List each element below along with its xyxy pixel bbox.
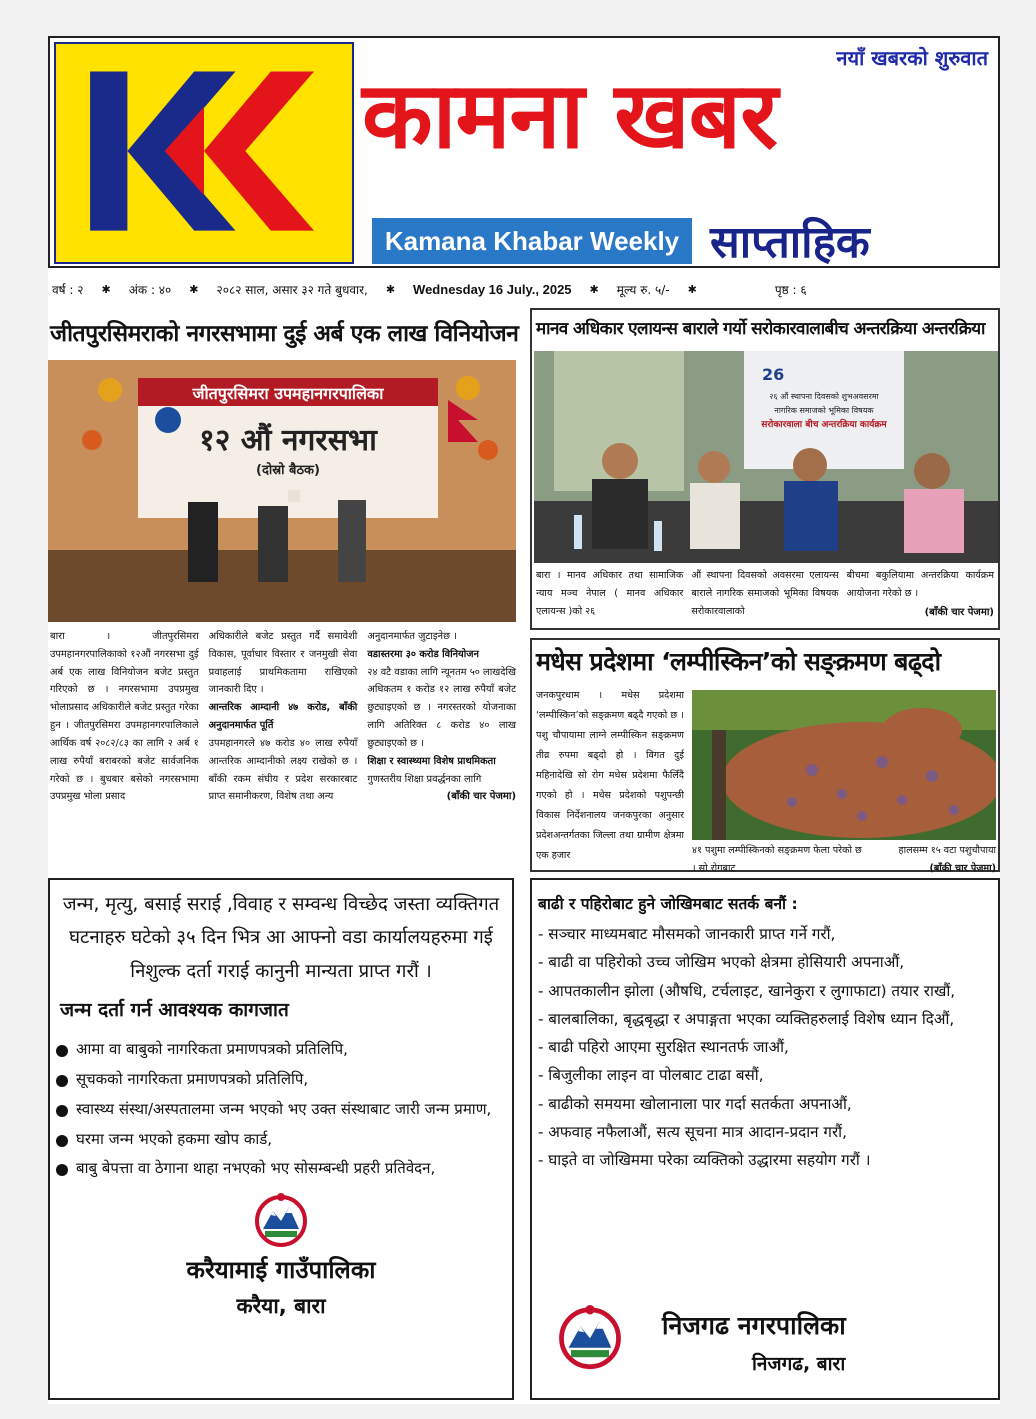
star-separator-icon: ✱ — [101, 282, 111, 296]
documents-heading: जन्म दर्ता गर्न आवश्यक कागजात — [60, 998, 289, 1021]
human-rights-story — [530, 308, 1000, 630]
story-subheading: वडास्तरमा ३० करोड विनियोजन — [367, 648, 479, 660]
story-text-end — [876, 842, 996, 878]
photo-banner-main: १२ औं नगरसभा — [199, 423, 377, 458]
story-text: बीचमा बकुलियामा अन्तरक्रिया कार्यक्रम आयोजना गरेको छ । — [846, 570, 994, 600]
story-column-2 — [209, 628, 358, 807]
masthead — [48, 36, 1000, 268]
story-column-1 — [50, 628, 199, 807]
story-headline: मानव अधिकार एलायन्स बाराले गर्यो सरोकारवालाबीच अन्तरक्रिया अन्तरक्रिया — [536, 319, 985, 339]
kk-logo-graphic — [56, 44, 352, 262]
documents-list — [50, 1022, 512, 1183]
story-text: अनुदानमार्फत जुटाइनेछ । — [367, 631, 457, 642]
list-item: - आपतकालीन झोला (औषधि, टर्चलाइट, खानेकुरा र लुगाफाटा) तयार राखौं, — [538, 981, 956, 1000]
story-column-2: औं स्थापना दिवसको अवसरमा एलायन्स बाराले नागरिक समाजको भूमिका विषयक सरोकारवालाको — [691, 570, 839, 618]
star-separator-icon: ✱ — [589, 282, 599, 296]
star-separator-icon: ✱ — [687, 282, 697, 296]
anniversary-badge: 26 — [762, 365, 785, 384]
photo-banner-sub: (दोस्रो बैठक) — [256, 463, 320, 478]
story-column-3 — [367, 628, 516, 807]
story-text: जनकपुरधाम । मधेस प्रदेशमा ‘लम्पीस्किन’को सङ्क्रमण बढ्दै गएको छ । पशु चौपायामा लाग्ने लम्पीस्किन सङ्क्रमण तीव्र रुपमा बढ्दो हो । विगत दुई महिनादेखि सो रोग मधेस प्रदेशमा फैलिँदै गएको हो । मधेस प्रदेशको पशुपन्छी विकास निर्देशनालय जनकपुरका अनुसार प्रदेशअन्तर्गतका जिल्ला तथा ग्रामीण क्षेत्रमा एक हजार — [536, 690, 684, 861]
photo-banner-top: जीतपुरसिमरा उपमहानगरपालिका — [192, 384, 384, 403]
story-column-3 — [847, 567, 994, 622]
story-headline: जीतपुरसिमराको नगरसभामा दुई अर्ब एक लाख विनियोजन — [50, 321, 519, 347]
photo-banner-line2: नागरिक समाजको भूमिका विषयक — [774, 406, 874, 415]
continued-note: (बाँकी चार पेजमा) — [929, 863, 996, 875]
photo-banner-line3: सरोकारवाला बीच अन्तरक्रिया कार्यक्रम — [761, 420, 887, 430]
list-item: - घाइते वा जोखिममा परेका व्यक्तिको उद्धारमा सहयोग गरौं । — [538, 1151, 871, 1170]
newspaper-page — [48, 36, 1000, 1404]
english-date: Wednesday 16 July., 2025 — [413, 281, 572, 297]
weekly-label: साप्ताहिक — [710, 217, 870, 268]
newspaper-title: कामना खबर — [362, 62, 777, 169]
registration-notice: जन्म, मृत्यु, बसाई सराई ,विवाह र सम्वन्ध विच्छेद जस्ता व्यक्तिगत घटनाहरु घटेको ३५ दिन भित्र आ आफ्नो वडा कार्यालयहरुमा गई निशुल्क दर्ता गराई कानुनी मान्यता प्राप्त गरौं । — [62, 894, 500, 982]
nepal-government-emblem-icon — [249, 1191, 313, 1249]
list-item: घरमा जन्म भएको हकमा खोप कार्ड, — [50, 1126, 512, 1154]
organization-name: निजगढ नगरपालिका — [662, 1311, 846, 1340]
safety-heading: बाढी र पहिरोबाट हुने जोखिमबाट सतर्क बनौं : — [538, 895, 798, 913]
jitpursimara-story — [48, 308, 518, 874]
assembly-photo — [48, 360, 516, 622]
list-item: आमा वा बाबुको नागरिकता प्रमाणपत्रको प्रतिलिपि, — [50, 1036, 512, 1064]
list-item: - बालबालिका, बृद्धबृद्धा र अपाङ्गता भएका व्यक्तिहरुलाई विशेष ध्यान दिऔं, — [538, 1009, 955, 1028]
list-item: सूचकको नागरिकता प्रमाणपत्रको प्रतिलिपि, — [50, 1066, 512, 1094]
list-item: - बिजुलीका लाइन वा पोलबाट टाढा बसौं, — [538, 1066, 764, 1085]
photo-caption-row — [692, 842, 996, 878]
list-item: - सञ्चार माध्यमबाट मौसमको जानकारी प्राप्त गर्ने गरौं, — [538, 925, 836, 943]
list-item: बाबु बेपत्ता वा ठेगाना थाहा नभएको भए सोसम्बन्धी प्रहरी प्रतिवेदन, — [50, 1155, 512, 1183]
karaiyamai-notice — [48, 878, 514, 1400]
cattle-photo — [692, 690, 996, 840]
list-item: - बाढी वा पहिरोको उच्च जोखिम भएको क्षेत्रमा होसियारी अपनाऔं, — [538, 953, 905, 972]
continued-note: (बाँकी चार पेजमा) — [446, 791, 517, 803]
right-news-column — [530, 308, 1000, 874]
list-item: - बाढीको समयमा खोलानाला पार गर्दा सतर्कता अपनाऔं, — [538, 1094, 852, 1113]
story-text: हालसम्म १५ वटा पशुचौपाया — [898, 845, 996, 856]
organization-location: निजगढ, बारा — [752, 1353, 846, 1375]
photo-banner-line1: २६ औं स्थापना दिवसको शुभअवसरमा — [769, 392, 879, 401]
nijgadh-notice — [530, 878, 1000, 1400]
interaction-photo — [534, 351, 998, 563]
cattle-photo-graphic — [692, 690, 996, 840]
issue-number: अंक : ४० — [128, 282, 172, 297]
list-item: - अफवाह नफैलाऔं, सत्य सूचना मात्र आदान-प्रदान गरौं, — [538, 1122, 847, 1141]
story-text: उपमहानगरले ४७ करोड ४० लाख रुपैयाँ आन्तरिक आम्दानीको लक्ष्य राखेको छ । बाँकी रकम संघीय र प्रदेश सरकारबाट प्राप्त समानीकरण, विशेष तथा अन्य — [208, 737, 358, 803]
safety-list — [532, 914, 998, 1174]
story-text: ४१ पशुमा लम्पीस्किनको सङ्क्रमण फेला परेको छ । सो रोगबाट — [692, 845, 862, 875]
continued-note: (बाँकी चार पेजमा) — [924, 607, 994, 619]
story-text: अधिकारीले बजेट प्रस्तुत गर्दै समावेशी विकास, पूर्वाधार विस्तार र जनमुखी सेवा प्रवाहलाई प्राथमिकतामा राखिएको जानकारी दिए । — [208, 631, 358, 696]
nijgadh-footer — [532, 1298, 998, 1388]
star-separator-icon: ✱ — [385, 282, 396, 296]
story-text: २४ वटै वडाका लागि न्यूनतम ५० लाखदेखि अधिकतम १ करोड १२ लाख रुपैयाँ बजेट छुट्याइएको छ । नगरस्तरको योजनाका लागि अतिरिक्त ८ करोड ४० लाख छुट्याइएको छ । — [367, 666, 517, 749]
story-column-1: बारा । मानव अधिकार तथा सामाजिक न्याय मञ्च नेपाल ( मानव अधिकार एलायन्स )को २६ — [536, 570, 684, 618]
page-number: पृष्ठ : ६ — [774, 282, 807, 297]
nepali-date: २०८२ साल, असार ३२ गते बुधवार, — [216, 282, 368, 297]
story-headline: मधेस प्रदेशमा ‘लम्पीस्किन’को सङ्क्रमण बढ्दो — [536, 647, 941, 676]
nepal-government-emblem-icon — [552, 1302, 628, 1372]
organization-name: करैयामाई गाउँपालिका — [186, 1256, 376, 1285]
lumpy-skin-story — [530, 638, 1000, 875]
list-item: - बाढी पहिरो आएमा सुरक्षित स्थानतर्फ जाऔं, — [538, 1038, 789, 1057]
story-body — [48, 628, 518, 807]
story-subheading: आन्तरिक आम्दानी ४७ करोड, बाँकी अनुदानमार्फत पूर्ति — [208, 702, 358, 732]
list-item: स्वास्थ्य संस्था/अस्पतालमा जन्म भएको भए उक्त संस्थाबाट जारी जन्म प्रमाण, — [50, 1096, 512, 1124]
volume-year: वर्ष : २ — [52, 282, 84, 297]
tagline: नयाँ खबरको शुरुवात — [836, 46, 988, 70]
english-title: Kamana Khabar Weekly — [372, 218, 692, 264]
story-subheading: शिक्षा र स्वास्थ्यमा विशेष प्राथमिकता — [367, 755, 496, 767]
story-text: बारा । जीतपुरसिमरा उपमहानगरपालिकाको १२औं नगरसभा दुई अर्ब एक लाख विनियोजन बजेट प्रस्तुत गरिएको छ । नगरसभामा उपप्रमुख भोलाप्रसाद अधिकारीले बजेट प्रस्तुत गरेका हुन । जीतपुरसिमरा उपमहानगरपालिकाले आर्थिक वर्ष २०८२/८३ का लागि २ अर्ब १ लाख रुपैयाँ बराबरको बजेट सार्वजनिक गरेको छ । बुधबार बसेको नगरसभामा उपप्रमुख भोला प्रसाद — [50, 631, 199, 803]
kk-logo-icon — [54, 42, 354, 264]
organization-location: करैया, बारा — [236, 1294, 326, 1319]
story-text: गुणस्तरीय शिक्षा प्रवर्द्धनका लागि — [367, 773, 482, 785]
issue-info-strip — [48, 278, 1000, 300]
story-body — [532, 563, 998, 622]
price: मूल्य रु. ५/- — [616, 282, 670, 297]
star-separator-icon: ✱ — [189, 282, 199, 296]
